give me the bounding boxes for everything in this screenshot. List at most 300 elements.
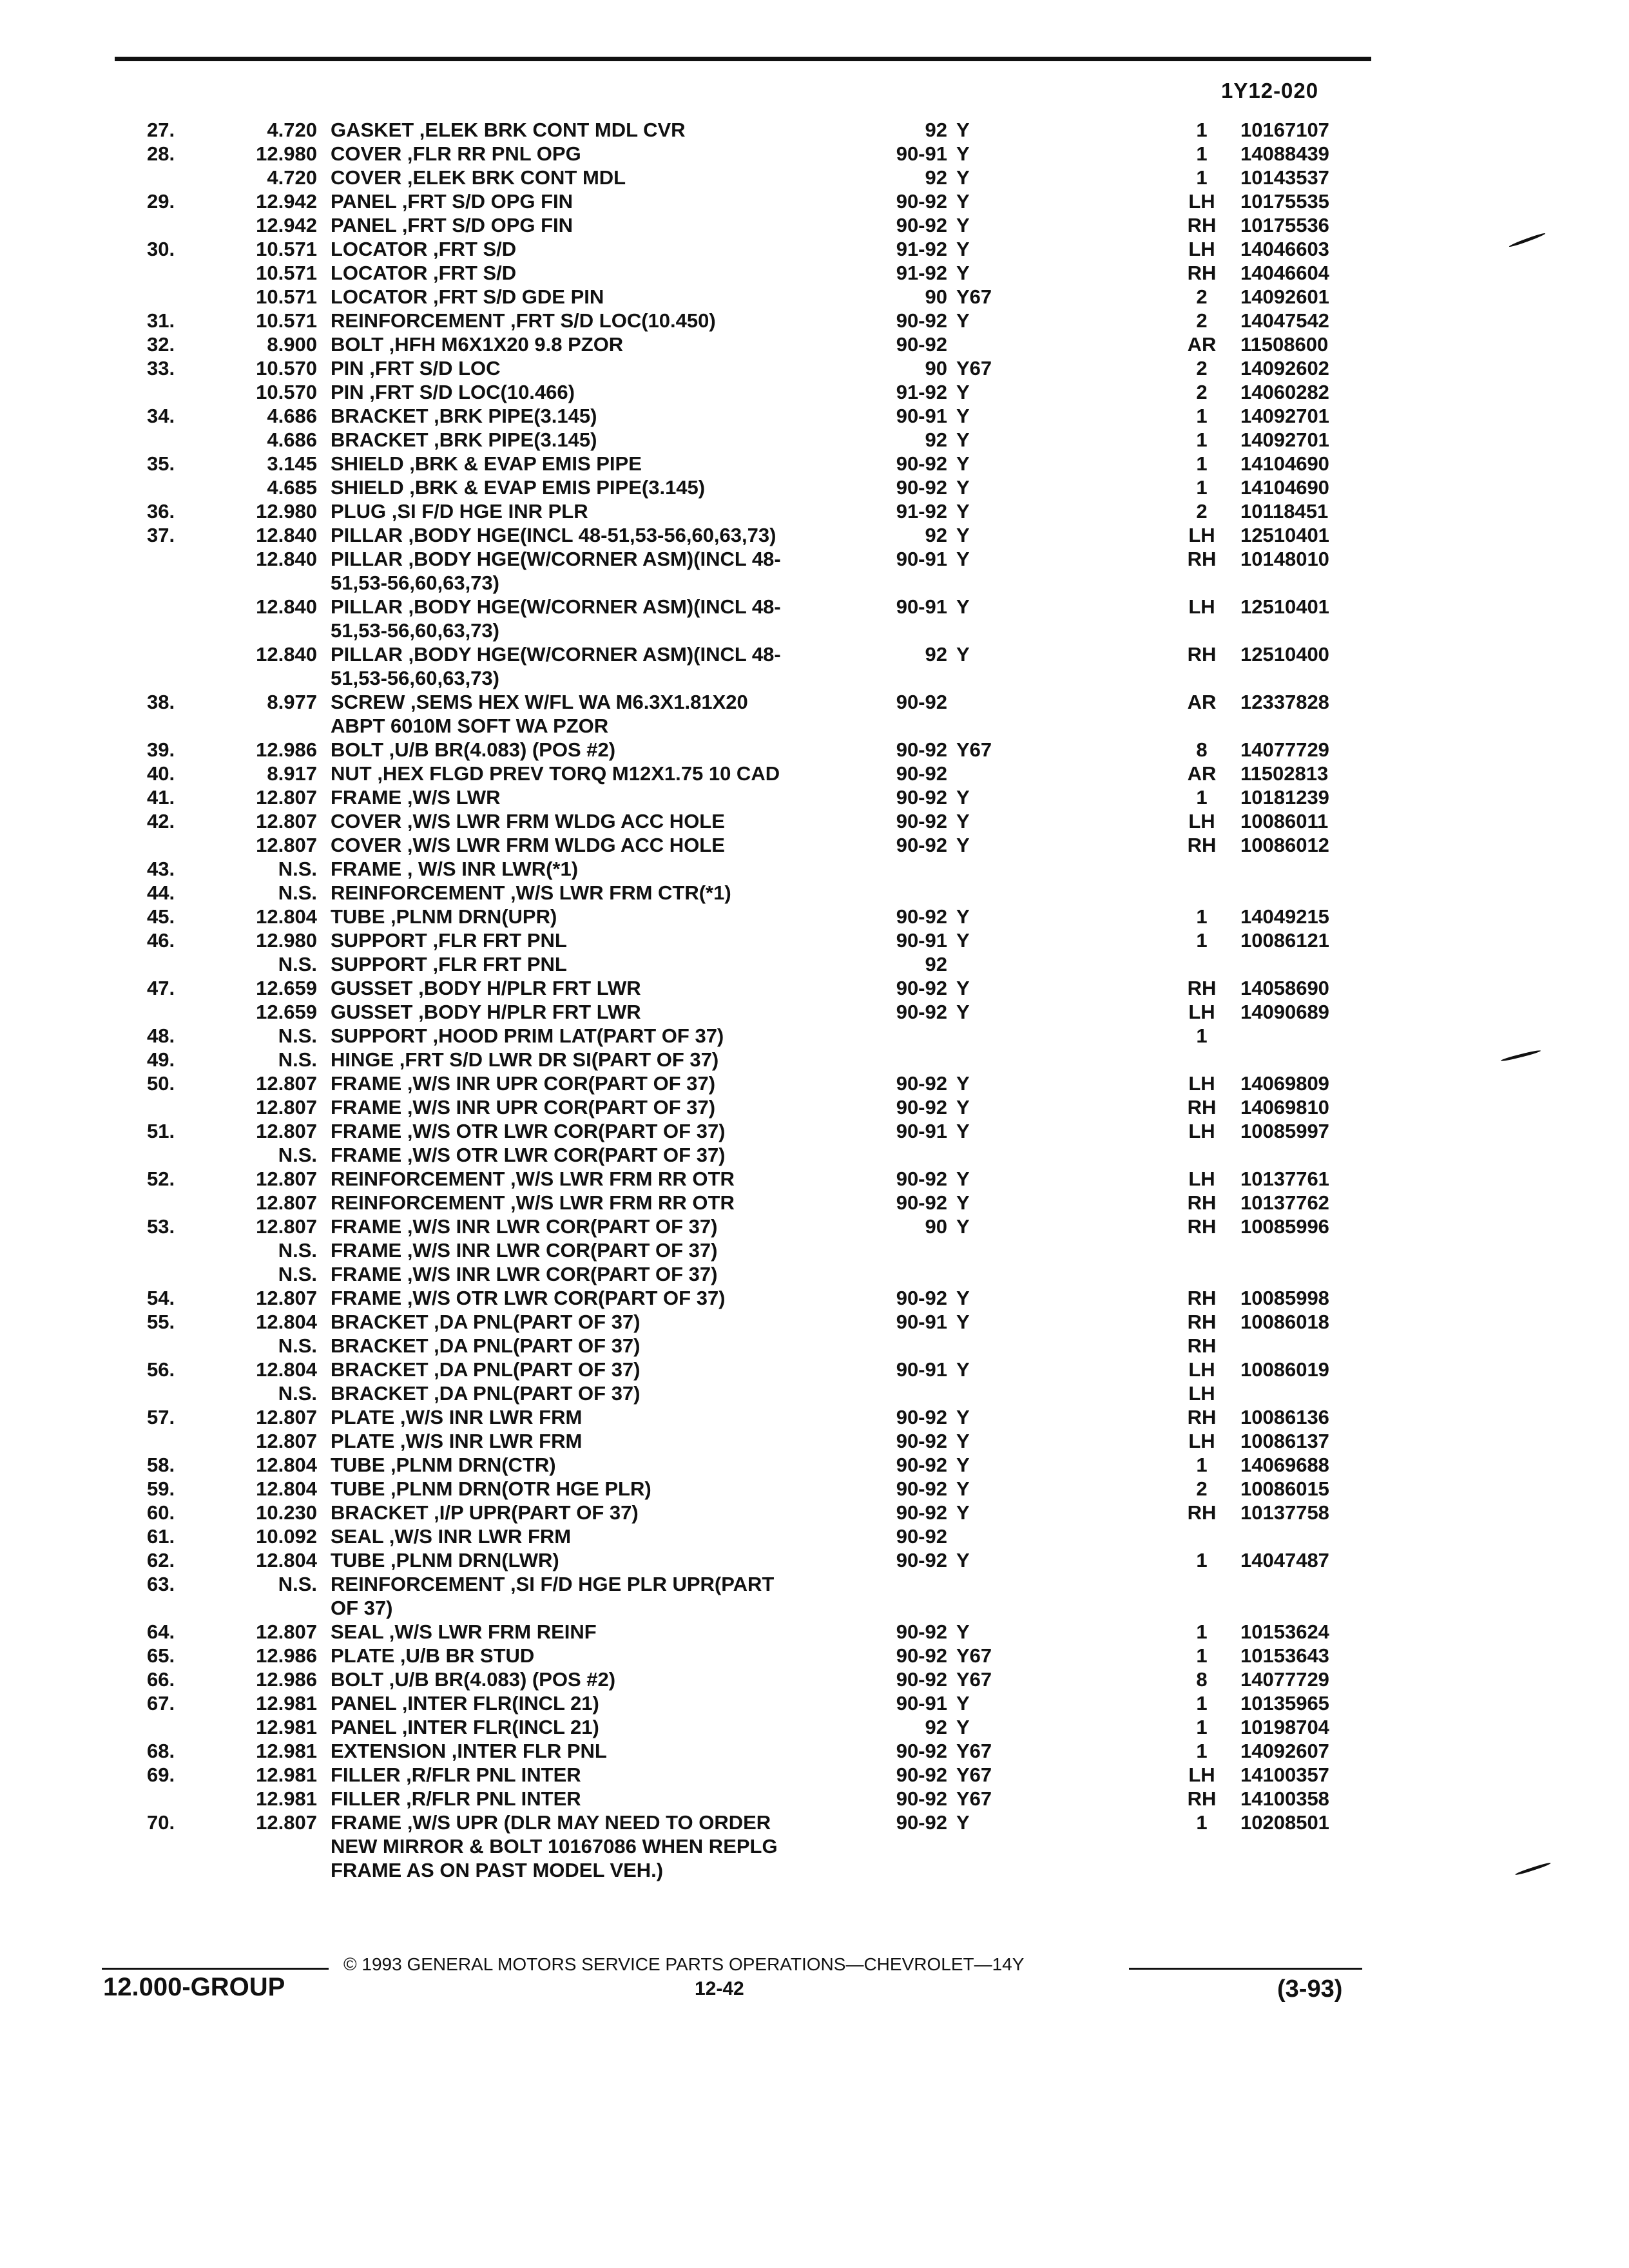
- part-description: TUBE ,PLNM DRN(LWR): [331, 1549, 559, 1571]
- model-years: 90-91: [896, 142, 947, 165]
- model-years: 90-92: [896, 333, 947, 356]
- part-description: FRAME ,W/S OTR LWR COR(PART OF 37): [331, 1120, 726, 1142]
- part-row: [0, 428, 1629, 452]
- part-row: [0, 1644, 1629, 1667]
- part-description: FRAME ,W/S INR LWR COR(PART OF 37): [331, 1239, 718, 1262]
- part-description: PANEL ,INTER FLR(INCL 21): [331, 1716, 599, 1738]
- quantity: RH: [1187, 1501, 1217, 1524]
- group-number: 12.807: [256, 1215, 317, 1238]
- model-years: 90-92: [896, 1763, 947, 1786]
- part-description: PLUG ,SI F/D HGE INR PLR: [331, 500, 588, 523]
- quantity: RH: [1187, 643, 1217, 666]
- group-number: 12.981: [256, 1716, 317, 1738]
- group-number: 12.807: [256, 1430, 317, 1452]
- part-description: BRACKET ,DA PNL(PART OF 37): [331, 1382, 641, 1405]
- part-description: PLATE ,U/B BR STUD: [331, 1644, 535, 1667]
- part-description: PANEL ,FRT S/D OPG FIN: [331, 190, 574, 213]
- usage-code: Y: [956, 1358, 970, 1381]
- part-number: 10137761: [1240, 1168, 1329, 1190]
- part-number: 14092602: [1240, 357, 1329, 380]
- part-row: [0, 714, 1629, 738]
- model-years: 90-92: [896, 190, 947, 213]
- part-row: [0, 1191, 1629, 1215]
- model-years: 90-92: [896, 452, 947, 475]
- usage-code: Y: [956, 428, 970, 451]
- quantity: 1: [1196, 1644, 1208, 1667]
- part-row: [0, 1429, 1629, 1453]
- part-row: [0, 690, 1629, 714]
- model-years: 92: [925, 524, 947, 546]
- part-row: [0, 1811, 1629, 1834]
- part-row: [0, 1667, 1629, 1691]
- footer-page-number: 12-42: [695, 1978, 744, 1999]
- part-row: [0, 1024, 1629, 1048]
- model-years: 90-92: [896, 1430, 947, 1452]
- group-number: 12.804: [256, 1358, 317, 1381]
- group-number: 4.685: [267, 476, 317, 499]
- ref-number: 63.: [147, 1573, 175, 1595]
- usage-code: Y: [956, 1406, 970, 1428]
- part-row: [0, 595, 1629, 619]
- part-row: [0, 857, 1629, 881]
- group-number: 10.570: [256, 357, 317, 380]
- part-description: FRAME ,W/S LWR: [331, 786, 501, 809]
- part-description: BOLT ,U/B BR(4.083) (POS #2): [331, 1668, 616, 1691]
- part-row: [0, 1834, 1629, 1858]
- quantity: RH: [1187, 834, 1217, 856]
- ref-number: 68.: [147, 1740, 175, 1762]
- part-description: FRAME ,W/S INR LWR COR(PART OF 37): [331, 1215, 718, 1238]
- quantity: 1: [1196, 428, 1208, 451]
- part-description: SHIELD ,BRK & EVAP EMIS PIPE: [331, 452, 642, 475]
- group-number: 3.145: [267, 452, 317, 475]
- ref-number: 50.: [147, 1072, 175, 1095]
- part-row: [0, 261, 1629, 285]
- group-number: 12.659: [256, 977, 317, 999]
- part-row: [0, 976, 1629, 1000]
- usage-code: Y: [956, 1215, 970, 1238]
- model-years: 90-92: [896, 1406, 947, 1428]
- usage-code: Y: [956, 405, 970, 427]
- part-number: 10153643: [1240, 1644, 1329, 1667]
- model-years: 90-92: [896, 1001, 947, 1023]
- part-description: FRAME ,W/S UPR (DLR MAY NEED TO ORDER: [331, 1811, 771, 1834]
- part-description: TUBE ,PLNM DRN(OTR HGE PLR): [331, 1477, 651, 1500]
- model-years: 92: [925, 643, 947, 666]
- quantity: 1: [1196, 1454, 1208, 1476]
- quantity: RH: [1187, 1334, 1217, 1357]
- usage-code: Y: [956, 119, 970, 141]
- group-number: 12.804: [256, 905, 317, 928]
- usage-code: Y: [956, 1287, 970, 1309]
- model-years: 90-92: [896, 1644, 947, 1667]
- model-years: 92: [925, 953, 947, 975]
- part-description: 51,53-56,60,63,73): [331, 619, 499, 642]
- part-description: REINFORCEMENT ,SI F/D HGE PLR UPR(PART: [331, 1573, 775, 1595]
- part-row: [0, 166, 1629, 189]
- part-number: 10181239: [1240, 786, 1329, 809]
- model-years: 90-92: [896, 1191, 947, 1214]
- part-description: PIN ,FRT S/D LOC(10.466): [331, 381, 575, 403]
- quantity: 1: [1196, 1549, 1208, 1571]
- part-row: [0, 1620, 1629, 1644]
- part-description: BRACKET ,BRK PIPE(3.145): [331, 405, 597, 427]
- part-row: [0, 619, 1629, 642]
- model-years: 90-92: [896, 834, 947, 856]
- ref-number: 45.: [147, 905, 175, 928]
- model-years: 90: [925, 285, 947, 308]
- part-description: NEW MIRROR & BOLT 10167086 WHEN REPLG: [331, 1835, 778, 1858]
- usage-code: Y: [956, 1811, 970, 1834]
- quantity: 2: [1196, 1477, 1208, 1500]
- part-description: REINFORCEMENT ,W/S LWR FRM RR OTR: [331, 1191, 735, 1214]
- group-number: 8.917: [267, 762, 317, 785]
- group-number: N.S.: [278, 1144, 317, 1166]
- part-number: 14069809: [1240, 1072, 1329, 1095]
- part-number: 10086018: [1240, 1311, 1329, 1333]
- group-number: 12.804: [256, 1549, 317, 1571]
- part-description: COVER ,W/S LWR FRM WLDG ACC HOLE: [331, 810, 725, 832]
- part-number: 12510401: [1240, 524, 1329, 546]
- usage-code: Y: [956, 452, 970, 475]
- part-description: PILLAR ,BODY HGE(INCL 48-51,53-56,60,63,73): [331, 524, 776, 546]
- model-years: 91-92: [896, 500, 947, 523]
- ref-number: 61.: [147, 1525, 175, 1548]
- group-number: N.S.: [278, 858, 317, 880]
- part-row: [0, 1381, 1629, 1405]
- ref-number: 69.: [147, 1763, 175, 1786]
- part-number: 14077729: [1240, 738, 1329, 761]
- part-description: FRAME AS ON PAST MODEL VEH.): [331, 1859, 664, 1881]
- group-number: N.S.: [278, 1334, 317, 1357]
- quantity: 1: [1196, 476, 1208, 499]
- quantity: LH: [1188, 1358, 1215, 1381]
- part-number: 14046604: [1240, 262, 1329, 284]
- part-description: SCREW ,SEMS HEX W/FL WA M6.3X1.81X20: [331, 691, 748, 713]
- part-number: 10085998: [1240, 1287, 1329, 1309]
- quantity: 2: [1196, 285, 1208, 308]
- model-years: 90-92: [896, 762, 947, 785]
- ref-number: 58.: [147, 1454, 175, 1476]
- model-years: 90-92: [896, 786, 947, 809]
- part-row: [0, 642, 1629, 666]
- model-years: 90-92: [896, 476, 947, 499]
- model-years: 90-91: [896, 1311, 947, 1333]
- part-number: 10085997: [1240, 1120, 1329, 1142]
- group-number: N.S.: [278, 1048, 317, 1071]
- part-number: 12337828: [1240, 691, 1329, 713]
- quantity: 1: [1196, 1740, 1208, 1762]
- group-number: 10.571: [256, 238, 317, 260]
- part-number: 10153624: [1240, 1620, 1329, 1643]
- footer-copyright: © 1993 GENERAL MOTORS SERVICE PARTS OPERATIONS—CHEVROLET—14Y: [343, 1954, 1025, 1974]
- part-description: GUSSET ,BODY H/PLR FRT LWR: [331, 1001, 641, 1023]
- part-row: [0, 142, 1629, 166]
- part-number: 10086011: [1240, 810, 1329, 832]
- ref-number: 66.: [147, 1668, 175, 1691]
- usage-code: Y: [956, 1692, 970, 1715]
- quantity: 1: [1196, 166, 1208, 189]
- group-number: 12.981: [256, 1692, 317, 1715]
- usage-code: Y: [956, 786, 970, 809]
- group-number: 12.980: [256, 929, 317, 952]
- part-row: [0, 952, 1629, 976]
- part-row: [0, 523, 1629, 547]
- usage-code: Y67: [956, 1787, 992, 1810]
- group-number: 12.807: [256, 1287, 317, 1309]
- quantity: 1: [1196, 929, 1208, 952]
- quantity: RH: [1187, 1096, 1217, 1119]
- part-description: PLATE ,W/S INR LWR FRM: [331, 1430, 583, 1452]
- ref-number: 51.: [147, 1120, 175, 1142]
- part-number: 14069688: [1240, 1454, 1329, 1476]
- part-description: SUPPORT ,FLR FRT PNL: [331, 953, 567, 975]
- part-description: 51,53-56,60,63,73): [331, 572, 499, 594]
- part-description: SUPPORT ,FLR FRT PNL: [331, 929, 567, 952]
- group-number: 12.807: [256, 1096, 317, 1119]
- part-description: LOCATOR ,FRT S/D GDE PIN: [331, 285, 604, 308]
- ref-number: 44.: [147, 881, 175, 904]
- part-row: [0, 356, 1629, 380]
- part-description: BOLT ,HFH M6X1X20 9.8 PZOR: [331, 333, 624, 356]
- model-years: 91-92: [896, 262, 947, 284]
- part-row: [0, 1596, 1629, 1620]
- part-description: SUPPORT ,HOOD PRIM LAT(PART OF 37): [331, 1024, 724, 1047]
- part-number: 14060282: [1240, 381, 1329, 403]
- part-description: SEAL ,W/S LWR FRM REINF: [331, 1620, 597, 1643]
- part-row: [0, 1763, 1629, 1787]
- ref-number: 53.: [147, 1215, 175, 1238]
- quantity: LH: [1188, 1072, 1215, 1095]
- model-years: 92: [925, 428, 947, 451]
- quantity: LH: [1188, 238, 1215, 260]
- model-years: 90-92: [896, 1668, 947, 1691]
- group-number: 4.686: [267, 428, 317, 451]
- part-row: [0, 332, 1629, 356]
- ref-number: 49.: [147, 1048, 175, 1071]
- usage-code: Y: [956, 524, 970, 546]
- part-description: COVER ,FLR RR PNL OPG: [331, 142, 581, 165]
- part-number: 10208501: [1240, 1811, 1329, 1834]
- model-years: 90-92: [896, 1168, 947, 1190]
- part-row: [0, 118, 1629, 142]
- usage-code: Y: [956, 309, 970, 332]
- model-years: 90-92: [896, 810, 947, 832]
- quantity: RH: [1187, 1406, 1217, 1428]
- part-description: BRACKET ,DA PNL(PART OF 37): [331, 1334, 641, 1357]
- part-description: FRAME ,W/S INR UPR COR(PART OF 37): [331, 1072, 716, 1095]
- part-description: PANEL ,FRT S/D OPG FIN: [331, 214, 574, 236]
- footer-date: (3-93): [1277, 1975, 1343, 2003]
- part-row: [0, 928, 1629, 952]
- part-number: 10148010: [1240, 548, 1329, 570]
- part-row: [0, 1215, 1629, 1238]
- part-number: 14088439: [1240, 142, 1329, 165]
- group-number: 10.571: [256, 285, 317, 308]
- quantity: RH: [1187, 1787, 1217, 1810]
- ref-number: 31.: [147, 309, 175, 332]
- part-description: REINFORCEMENT ,W/S LWR FRM RR OTR: [331, 1168, 735, 1190]
- quantity: RH: [1187, 1191, 1217, 1214]
- model-years: 90-91: [896, 1120, 947, 1142]
- page-code: 1Y12-020: [1221, 79, 1319, 102]
- group-number: 4.686: [267, 405, 317, 427]
- part-number: 10175535: [1240, 190, 1329, 213]
- usage-code: Y67: [956, 738, 992, 761]
- quantity: LH: [1188, 190, 1215, 213]
- part-description: FRAME ,W/S OTR LWR COR(PART OF 37): [331, 1144, 726, 1166]
- usage-code: Y: [956, 905, 970, 928]
- group-number: 12.981: [256, 1787, 317, 1810]
- footer-rule-right: [1129, 1968, 1362, 1970]
- quantity: 8: [1196, 738, 1208, 761]
- group-number: N.S.: [278, 1024, 317, 1047]
- group-number: N.S.: [278, 953, 317, 975]
- group-number: 12.807: [256, 1406, 317, 1428]
- ref-number: 46.: [147, 929, 175, 952]
- usage-code: Y: [956, 1454, 970, 1476]
- usage-code: Y: [956, 1096, 970, 1119]
- part-description: SHIELD ,BRK & EVAP EMIS PIPE(3.145): [331, 476, 706, 499]
- group-number: 10.571: [256, 262, 317, 284]
- quantity: 1: [1196, 405, 1208, 427]
- part-row: [0, 452, 1629, 476]
- part-number: 14047542: [1240, 309, 1329, 332]
- usage-code: Y: [956, 381, 970, 403]
- part-description: FRAME ,W/S INR LWR COR(PART OF 37): [331, 1263, 718, 1285]
- group-number: 12.986: [256, 1668, 317, 1691]
- group-number: 8.900: [267, 333, 317, 356]
- part-row: [0, 738, 1629, 762]
- usage-code: Y: [956, 643, 970, 666]
- part-row: [0, 1524, 1629, 1548]
- part-number: 10137762: [1240, 1191, 1329, 1214]
- model-years: 90-92: [896, 1096, 947, 1119]
- model-years: 92: [925, 1716, 947, 1738]
- part-row: [0, 1501, 1629, 1524]
- quantity: LH: [1188, 1168, 1215, 1190]
- part-description: BRACKET ,I/P UPR(PART OF 37): [331, 1501, 639, 1524]
- model-years: 90-92: [896, 214, 947, 236]
- quantity: 1: [1196, 1692, 1208, 1715]
- usage-code: Y: [956, 1430, 970, 1452]
- usage-code: Y67: [956, 1763, 992, 1786]
- part-description: PILLAR ,BODY HGE(W/CORNER ASM)(INCL 48-: [331, 548, 781, 570]
- quantity: RH: [1187, 1311, 1217, 1333]
- model-years: 90-92: [896, 1287, 947, 1309]
- part-row: [0, 1238, 1629, 1262]
- ref-number: 67.: [147, 1692, 175, 1715]
- ref-number: 27.: [147, 119, 175, 141]
- model-years: 90-91: [896, 595, 947, 618]
- model-years: 90-92: [896, 1787, 947, 1810]
- part-description: OF 37): [331, 1597, 393, 1619]
- group-number: 12.804: [256, 1477, 317, 1500]
- usage-code: Y67: [956, 1644, 992, 1667]
- quantity: RH: [1187, 548, 1217, 570]
- ref-number: 55.: [147, 1311, 175, 1333]
- part-description: FILLER ,R/FLR PNL INTER: [331, 1787, 581, 1810]
- part-description: TUBE ,PLNM DRN(CTR): [331, 1454, 556, 1476]
- quantity: LH: [1188, 524, 1215, 546]
- part-row: [0, 666, 1629, 690]
- footer-group: 12.000-GROUP: [103, 1973, 285, 2001]
- part-row: [0, 785, 1629, 809]
- part-description: GUSSET ,BODY H/PLR FRT LWR: [331, 977, 641, 999]
- quantity: AR: [1187, 333, 1217, 356]
- usage-code: Y: [956, 476, 970, 499]
- ref-number: 48.: [147, 1024, 175, 1047]
- usage-code: Y: [956, 214, 970, 236]
- group-number: N.S.: [278, 1263, 317, 1285]
- part-row: [0, 1167, 1629, 1191]
- part-row: [0, 1548, 1629, 1572]
- part-description: TUBE ,PLNM DRN(UPR): [331, 905, 557, 928]
- part-description: PLATE ,W/S INR LWR FRM: [331, 1406, 583, 1428]
- group-number: 12.807: [256, 1811, 317, 1834]
- ref-number: 37.: [147, 524, 175, 546]
- part-row: [0, 881, 1629, 905]
- quantity: RH: [1187, 214, 1217, 236]
- part-number: 10086015: [1240, 1477, 1329, 1500]
- part-row: [0, 1119, 1629, 1143]
- part-description: LOCATOR ,FRT S/D: [331, 262, 517, 284]
- part-description: PILLAR ,BODY HGE(W/CORNER ASM)(INCL 48-: [331, 643, 781, 666]
- part-number: 10085996: [1240, 1215, 1329, 1238]
- part-number: 10086137: [1240, 1430, 1329, 1452]
- usage-code: Y67: [956, 285, 992, 308]
- part-number: 10175536: [1240, 214, 1329, 236]
- part-number: 14092607: [1240, 1740, 1329, 1762]
- model-years: 90-92: [896, 1072, 947, 1095]
- group-number: 4.720: [267, 166, 317, 189]
- group-number: 10.092: [256, 1525, 317, 1548]
- part-row: [0, 499, 1629, 523]
- usage-code: Y: [956, 1501, 970, 1524]
- group-number: 12.840: [256, 643, 317, 666]
- ref-number: 41.: [147, 786, 175, 809]
- group-number: 10.571: [256, 309, 317, 332]
- usage-code: Y: [956, 595, 970, 618]
- part-row: [0, 1095, 1629, 1119]
- group-number: 12.840: [256, 548, 317, 570]
- part-row: [0, 1715, 1629, 1739]
- part-row: [0, 476, 1629, 499]
- part-description: BRACKET ,BRK PIPE(3.145): [331, 428, 597, 451]
- usage-code: Y: [956, 1620, 970, 1643]
- model-years: 90-92: [896, 1620, 947, 1643]
- group-number: 8.977: [267, 691, 317, 713]
- model-years: 90-91: [896, 929, 947, 952]
- part-number: 14047487: [1240, 1549, 1329, 1571]
- usage-code: Y: [956, 1549, 970, 1571]
- usage-code: Y: [956, 1168, 970, 1190]
- part-description: BRACKET ,DA PNL(PART OF 37): [331, 1358, 641, 1381]
- group-number: 12.840: [256, 595, 317, 618]
- ref-number: 36.: [147, 500, 175, 523]
- group-number: 12.980: [256, 500, 317, 523]
- quantity: LH: [1188, 810, 1215, 832]
- ref-number: 29.: [147, 190, 175, 213]
- usage-code: Y: [956, 262, 970, 284]
- part-number: 12510401: [1240, 595, 1329, 618]
- part-row: [0, 1453, 1629, 1477]
- part-row: [0, 1358, 1629, 1381]
- quantity: 2: [1196, 500, 1208, 523]
- usage-code: Y: [956, 1120, 970, 1142]
- group-number: 12.807: [256, 834, 317, 856]
- part-number: 10086121: [1240, 929, 1329, 952]
